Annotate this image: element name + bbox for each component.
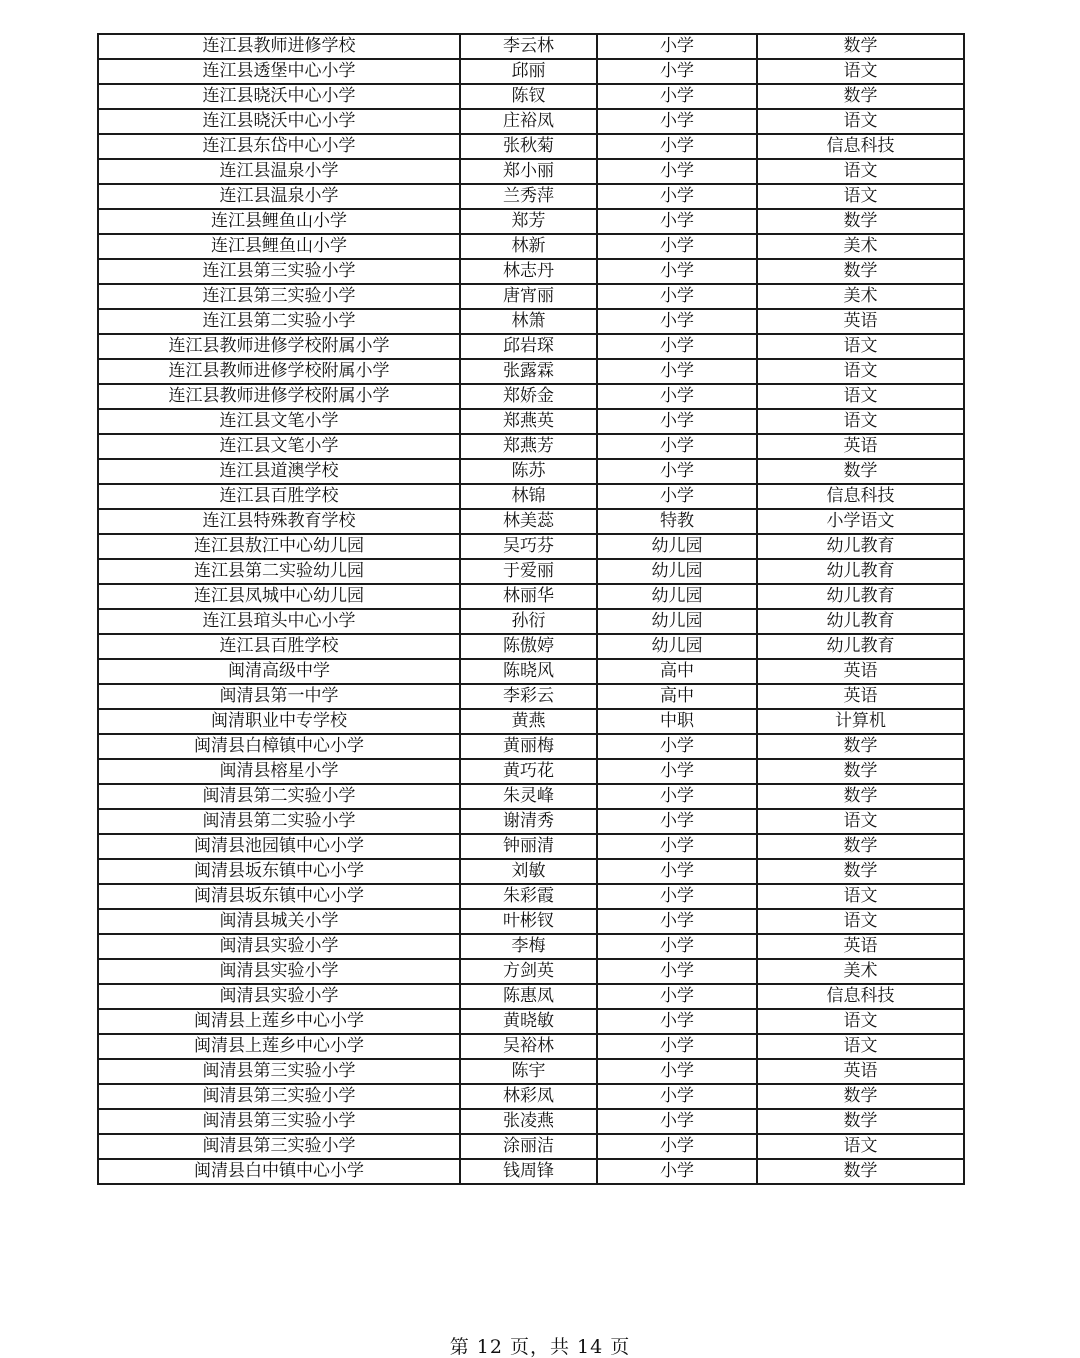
table-row xyxy=(98,559,964,584)
school-cell: 闽清县坂东镇中心小学 xyxy=(98,859,460,884)
table-row xyxy=(98,459,964,484)
teacher-name-cell: 李梅 xyxy=(460,934,597,959)
subject-cell: 数学 xyxy=(757,1109,964,1134)
subject-cell: 数学 xyxy=(757,859,964,884)
table-row xyxy=(98,1109,964,1134)
table-row xyxy=(98,659,964,684)
subject-cell: 语文 xyxy=(757,1134,964,1159)
teacher-name-cell: 朱灵峰 xyxy=(460,784,597,809)
staff-table xyxy=(97,33,965,1185)
teacher-name-cell: 林箫 xyxy=(460,309,597,334)
page-number-footer: 第 12 页，共 14 页 xyxy=(449,1336,631,1358)
table-row xyxy=(98,984,964,1009)
table-row xyxy=(98,884,964,909)
teacher-name-cell: 林锦 xyxy=(460,484,597,509)
school-level-cell: 小学 xyxy=(597,109,757,134)
school-level-cell: 小学 xyxy=(597,1059,757,1084)
school-cell: 连江县百胜学校 xyxy=(98,484,460,509)
teacher-name-cell: 叶彬钗 xyxy=(460,909,597,934)
subject-cell: 美术 xyxy=(757,284,964,309)
school-cell: 连江县第三实验小学 xyxy=(98,259,460,284)
school-level-cell: 小学 xyxy=(597,134,757,159)
school-level-cell: 小学 xyxy=(597,484,757,509)
teacher-name-cell: 黄晓敏 xyxy=(460,1009,597,1034)
teacher-name-cell: 邱丽 xyxy=(460,59,597,84)
school-level-cell: 小学 xyxy=(597,1034,757,1059)
teacher-name-cell: 黄燕 xyxy=(460,709,597,734)
teacher-name-cell: 陈傲婷 xyxy=(460,634,597,659)
table-row xyxy=(98,259,964,284)
school-level-cell: 小学 xyxy=(597,1159,757,1184)
school-level-cell: 小学 xyxy=(597,734,757,759)
school-level-cell: 幼儿园 xyxy=(597,609,757,634)
subject-cell: 美术 xyxy=(757,959,964,984)
school-level-cell: 小学 xyxy=(597,1134,757,1159)
teacher-name-cell: 张秋菊 xyxy=(460,134,597,159)
school-cell: 连江县道澳学校 xyxy=(98,459,460,484)
subject-cell: 信息科技 xyxy=(757,984,964,1009)
school-level-cell: 小学 xyxy=(597,159,757,184)
teacher-name-cell: 谢清秀 xyxy=(460,809,597,834)
teacher-name-cell: 张凌燕 xyxy=(460,1109,597,1134)
teacher-name-cell: 陈晓风 xyxy=(460,659,597,684)
school-cell: 连江县凤城中心幼儿园 xyxy=(98,584,460,609)
teacher-name-cell: 兰秀萍 xyxy=(460,184,597,209)
subject-cell: 数学 xyxy=(757,34,964,59)
subject-cell: 幼儿教育 xyxy=(757,559,964,584)
teacher-name-cell: 林新 xyxy=(460,234,597,259)
table-row xyxy=(98,534,964,559)
school-cell: 连江县教师进修学校附属小学 xyxy=(98,334,460,359)
school-level-cell: 幼儿园 xyxy=(597,634,757,659)
school-cell: 连江县教师进修学校 xyxy=(98,34,460,59)
table-body xyxy=(98,34,964,1184)
school-level-cell: 小学 xyxy=(597,359,757,384)
table-row xyxy=(98,209,964,234)
table-row xyxy=(98,1159,964,1184)
table-row xyxy=(98,84,964,109)
subject-cell: 语文 xyxy=(757,59,964,84)
subject-cell: 数学 xyxy=(757,734,964,759)
school-cell: 闽清县实验小学 xyxy=(98,959,460,984)
table-row xyxy=(98,1009,964,1034)
teacher-name-cell: 郑芳 xyxy=(460,209,597,234)
school-level-cell: 特教 xyxy=(597,509,757,534)
school-level-cell: 中职 xyxy=(597,709,757,734)
teacher-name-cell: 吴巧芬 xyxy=(460,534,597,559)
subject-cell: 数学 xyxy=(757,834,964,859)
teacher-name-cell: 郑燕英 xyxy=(460,409,597,434)
school-cell: 连江县文笔小学 xyxy=(98,409,460,434)
subject-cell: 语文 xyxy=(757,909,964,934)
subject-cell: 英语 xyxy=(757,1059,964,1084)
school-level-cell: 高中 xyxy=(597,684,757,709)
school-cell: 闽清县白樟镇中心小学 xyxy=(98,734,460,759)
table-row xyxy=(98,584,964,609)
teacher-name-cell: 吴裕林 xyxy=(460,1034,597,1059)
subject-cell: 幼儿教育 xyxy=(757,534,964,559)
table-row xyxy=(98,159,964,184)
school-level-cell: 小学 xyxy=(597,1109,757,1134)
school-cell: 闽清县榕星小学 xyxy=(98,759,460,784)
school-cell: 闽清县上莲乡中心小学 xyxy=(98,1009,460,1034)
school-cell: 连江县教师进修学校附属小学 xyxy=(98,359,460,384)
school-cell: 连江县温泉小学 xyxy=(98,184,460,209)
teacher-name-cell: 陈惠凤 xyxy=(460,984,597,1009)
school-cell: 连江县东岱中心小学 xyxy=(98,134,460,159)
school-level-cell: 小学 xyxy=(597,784,757,809)
table-row xyxy=(98,309,964,334)
table-row xyxy=(98,284,964,309)
table-row xyxy=(98,734,964,759)
table-row xyxy=(98,759,964,784)
school-cell: 连江县温泉小学 xyxy=(98,159,460,184)
school-level-cell: 小学 xyxy=(597,209,757,234)
school-level-cell: 幼儿园 xyxy=(597,584,757,609)
teacher-name-cell: 刘敏 xyxy=(460,859,597,884)
school-level-cell: 小学 xyxy=(597,384,757,409)
subject-cell: 英语 xyxy=(757,659,964,684)
table-row xyxy=(98,234,964,259)
teacher-name-cell: 林美蕊 xyxy=(460,509,597,534)
subject-cell: 英语 xyxy=(757,309,964,334)
teacher-name-cell: 林志丹 xyxy=(460,259,597,284)
subject-cell: 英语 xyxy=(757,934,964,959)
table-row xyxy=(98,359,964,384)
subject-cell: 数学 xyxy=(757,759,964,784)
table-row xyxy=(98,134,964,159)
subject-cell: 幼儿教育 xyxy=(757,609,964,634)
school-cell: 闽清县第二实验小学 xyxy=(98,809,460,834)
teacher-name-cell: 于爱丽 xyxy=(460,559,597,584)
school-level-cell: 小学 xyxy=(597,34,757,59)
school-level-cell: 幼儿园 xyxy=(597,534,757,559)
subject-cell: 数学 xyxy=(757,1084,964,1109)
school-cell: 连江县透堡中心小学 xyxy=(98,59,460,84)
subject-cell: 美术 xyxy=(757,234,964,259)
subject-cell: 幼儿教育 xyxy=(757,584,964,609)
school-level-cell: 小学 xyxy=(597,984,757,1009)
table-row xyxy=(98,409,964,434)
school-level-cell: 小学 xyxy=(597,759,757,784)
school-level-cell: 小学 xyxy=(597,959,757,984)
teacher-name-cell: 邱岩琛 xyxy=(460,334,597,359)
table-row xyxy=(98,1134,964,1159)
school-cell: 连江县晓沃中心小学 xyxy=(98,84,460,109)
school-cell: 闽清县实验小学 xyxy=(98,934,460,959)
school-level-cell: 小学 xyxy=(597,834,757,859)
school-cell: 连江县第三实验小学 xyxy=(98,284,460,309)
table-row xyxy=(98,109,964,134)
school-cell: 闽清职业中专学校 xyxy=(98,709,460,734)
school-cell: 连江县教师进修学校附属小学 xyxy=(98,384,460,409)
school-level-cell: 小学 xyxy=(597,1084,757,1109)
school-cell: 闽清县城关小学 xyxy=(98,909,460,934)
subject-cell: 语文 xyxy=(757,109,964,134)
school-level-cell: 小学 xyxy=(597,884,757,909)
teacher-name-cell: 黄巧花 xyxy=(460,759,597,784)
table-row xyxy=(98,709,964,734)
school-cell: 连江县鲤鱼山小学 xyxy=(98,234,460,259)
school-level-cell: 小学 xyxy=(597,334,757,359)
school-cell: 闽清县第三实验小学 xyxy=(98,1134,460,1159)
school-cell: 连江县特殊教育学校 xyxy=(98,509,460,534)
subject-cell: 语文 xyxy=(757,884,964,909)
teacher-name-cell: 陈钗 xyxy=(460,84,597,109)
school-cell: 闽清县第三实验小学 xyxy=(98,1109,460,1134)
subject-cell: 数学 xyxy=(757,84,964,109)
school-cell: 闽清县池园镇中心小学 xyxy=(98,834,460,859)
table-row xyxy=(98,809,964,834)
subject-cell: 英语 xyxy=(757,684,964,709)
teacher-name-cell: 黄丽梅 xyxy=(460,734,597,759)
table-row xyxy=(98,434,964,459)
subject-cell: 英语 xyxy=(757,434,964,459)
school-cell: 闽清县第二实验小学 xyxy=(98,784,460,809)
subject-cell: 语文 xyxy=(757,809,964,834)
teacher-name-cell: 郑小丽 xyxy=(460,159,597,184)
table-row xyxy=(98,34,964,59)
teacher-name-cell: 朱彩霞 xyxy=(460,884,597,909)
school-level-cell: 小学 xyxy=(597,859,757,884)
subject-cell: 信息科技 xyxy=(757,484,964,509)
table-row xyxy=(98,484,964,509)
school-level-cell: 小学 xyxy=(597,84,757,109)
school-cell: 连江县第二实验小学 xyxy=(98,309,460,334)
teacher-name-cell: 陈苏 xyxy=(460,459,597,484)
table-row xyxy=(98,784,964,809)
school-level-cell: 小学 xyxy=(597,909,757,934)
subject-cell: 小学语文 xyxy=(757,509,964,534)
teacher-name-cell: 钟丽清 xyxy=(460,834,597,859)
school-cell: 闽清县实验小学 xyxy=(98,984,460,1009)
table-row xyxy=(98,1084,964,1109)
subject-cell: 语文 xyxy=(757,359,964,384)
table-row xyxy=(98,934,964,959)
school-level-cell: 小学 xyxy=(597,184,757,209)
school-level-cell: 小学 xyxy=(597,1009,757,1034)
school-cell: 闽清县上莲乡中心小学 xyxy=(98,1034,460,1059)
teacher-name-cell: 李彩云 xyxy=(460,684,597,709)
subject-cell: 语文 xyxy=(757,334,964,359)
school-cell: 连江县文笔小学 xyxy=(98,434,460,459)
teacher-name-cell: 钱周锋 xyxy=(460,1159,597,1184)
table-row xyxy=(98,634,964,659)
teacher-name-cell: 陈宇 xyxy=(460,1059,597,1084)
school-level-cell: 小学 xyxy=(597,434,757,459)
table-row xyxy=(98,334,964,359)
table-row xyxy=(98,1059,964,1084)
school-level-cell: 高中 xyxy=(597,659,757,684)
school-level-cell: 小学 xyxy=(597,284,757,309)
table-row xyxy=(98,609,964,634)
school-cell: 闽清县坂东镇中心小学 xyxy=(98,884,460,909)
school-cell: 闽清县第一中学 xyxy=(98,684,460,709)
school-level-cell: 小学 xyxy=(597,409,757,434)
school-cell: 连江县琯头中心小学 xyxy=(98,609,460,634)
subject-cell: 数学 xyxy=(757,459,964,484)
table-row xyxy=(98,859,964,884)
school-level-cell: 小学 xyxy=(597,59,757,84)
school-level-cell: 小学 xyxy=(597,934,757,959)
subject-cell: 计算机 xyxy=(757,709,964,734)
table-row xyxy=(98,384,964,409)
school-level-cell: 小学 xyxy=(597,234,757,259)
school-level-cell: 小学 xyxy=(597,459,757,484)
subject-cell: 语文 xyxy=(757,1009,964,1034)
table-row xyxy=(98,184,964,209)
teacher-name-cell: 林彩凤 xyxy=(460,1084,597,1109)
school-level-cell: 小学 xyxy=(597,809,757,834)
school-cell: 连江县第二实验幼儿园 xyxy=(98,559,460,584)
teacher-name-cell: 唐宵丽 xyxy=(460,284,597,309)
table-row xyxy=(98,509,964,534)
teacher-name-cell: 郑娇金 xyxy=(460,384,597,409)
school-level-cell: 小学 xyxy=(597,309,757,334)
teacher-name-cell: 张露霖 xyxy=(460,359,597,384)
subject-cell: 数学 xyxy=(757,209,964,234)
table-row xyxy=(98,684,964,709)
table-row xyxy=(98,959,964,984)
teacher-name-cell: 林丽华 xyxy=(460,584,597,609)
teacher-name-cell: 孙衍 xyxy=(460,609,597,634)
school-cell: 闽清县第三实验小学 xyxy=(98,1059,460,1084)
school-cell: 连江县敖江中心幼儿园 xyxy=(98,534,460,559)
school-cell: 闽清高级中学 xyxy=(98,659,460,684)
subject-cell: 数学 xyxy=(757,784,964,809)
subject-cell: 语文 xyxy=(757,159,964,184)
subject-cell: 语文 xyxy=(757,1034,964,1059)
teacher-name-cell: 庄裕凤 xyxy=(460,109,597,134)
school-level-cell: 小学 xyxy=(597,259,757,284)
subject-cell: 信息科技 xyxy=(757,134,964,159)
school-cell: 连江县鲤鱼山小学 xyxy=(98,209,460,234)
school-cell: 连江县晓沃中心小学 xyxy=(98,109,460,134)
teacher-name-cell: 李云林 xyxy=(460,34,597,59)
table-row xyxy=(98,1034,964,1059)
subject-cell: 语文 xyxy=(757,409,964,434)
school-cell: 连江县百胜学校 xyxy=(98,634,460,659)
table-row xyxy=(98,834,964,859)
subject-cell: 语文 xyxy=(757,184,964,209)
subject-cell: 语文 xyxy=(757,384,964,409)
subject-cell: 数学 xyxy=(757,1159,964,1184)
school-cell: 闽清县白中镇中心小学 xyxy=(98,1159,460,1184)
table-row xyxy=(98,59,964,84)
teacher-name-cell: 涂丽洁 xyxy=(460,1134,597,1159)
school-level-cell: 幼儿园 xyxy=(597,559,757,584)
subject-cell: 数学 xyxy=(757,259,964,284)
table-row xyxy=(98,909,964,934)
subject-cell: 幼儿教育 xyxy=(757,634,964,659)
teacher-name-cell: 郑燕芳 xyxy=(460,434,597,459)
school-cell: 闽清县第三实验小学 xyxy=(98,1084,460,1109)
teacher-name-cell: 方剑英 xyxy=(460,959,597,984)
